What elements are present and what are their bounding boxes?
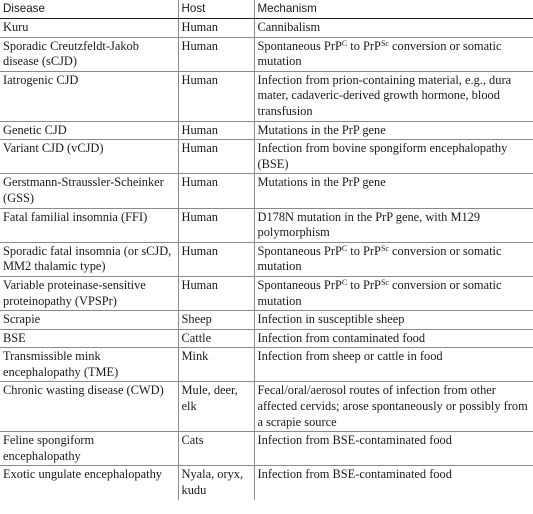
table-row (0, 242, 533, 276)
disease-cell: Variant CJD (vCJD) (0, 140, 178, 174)
mechanism-text: Infection from sheep or cattle in food (257, 349, 443, 364)
superscript-text: Sc (380, 244, 389, 254)
mechanism-text: Cannibalism (257, 20, 321, 34)
host-cell: Human (178, 242, 254, 276)
table-row (0, 19, 533, 38)
disease-cell: Gerstmann-Straussler-Scheinker (GSS) (0, 174, 178, 208)
host-cell: Cattle (178, 329, 254, 348)
disease-cell: Variable proteinase-sensitive proteinopathy (VPSPr) (0, 276, 178, 310)
host-cell: Mule, deer, elk (178, 382, 254, 432)
table-row (0, 329, 533, 348)
disease-cell: Sporadic Creutzfeldt-Jakob disease (sCJD) (0, 37, 178, 71)
mechanism-cell (254, 208, 533, 242)
mechanism-text: Mutations in the PrP gene (257, 175, 386, 190)
host-cell: Human (178, 71, 254, 121)
table-body (0, 19, 533, 500)
mechanism-cell (254, 174, 533, 208)
table-row (0, 276, 533, 310)
column-header-host: Host (178, 0, 254, 19)
table-row (0, 382, 533, 432)
disease-cell: Transmissible mink encephalopathy (TME) (0, 348, 178, 382)
column-header-disease: Disease (0, 0, 178, 19)
table-row (0, 311, 533, 330)
superscript-text: Sc (380, 278, 389, 288)
mechanism-cell (254, 466, 533, 500)
mechanism-text: Infection from prion-containing material, e.g., dura mater, cadaveric-derived growth hormone, blood transfusion (257, 72, 512, 118)
mechanism-text: Fecal/oral/aerosol routes of infection from other affected cervids; arose spontaneously or possibly from a scrapie source (257, 383, 528, 429)
table-row (0, 121, 533, 140)
disease-cell: Feline spongiform encephalopathy (0, 432, 178, 466)
mechanism-text: Infection from BSE-contaminated food (257, 467, 452, 482)
mechanism-cell (254, 71, 533, 121)
mechanism-cell (254, 19, 533, 38)
mechanism-text: to PrP (347, 243, 381, 258)
table-header (0, 0, 533, 19)
column-header-mechanism: Mechanism (254, 0, 533, 19)
mechanism-cell (254, 121, 533, 140)
superscript-text: C (341, 244, 348, 254)
host-cell: Human (178, 276, 254, 310)
disease-cell: Genetic CJD (0, 121, 178, 140)
mechanism-text: Spontaneous PrP (257, 277, 342, 292)
mechanism-text: Spontaneous PrP (257, 243, 342, 258)
mechanism-text: Mutations in the PrP gene (257, 122, 386, 137)
host-cell: Nyala, oryx, kudu (178, 466, 254, 500)
disease-cell: Exotic ungulate encephalopathy (0, 466, 178, 500)
mechanism-cell (254, 432, 533, 466)
table-row (0, 140, 533, 174)
mechanism-text: Spontaneous PrP (257, 38, 342, 53)
host-cell: Sheep (178, 311, 254, 330)
mechanism-cell (254, 276, 533, 310)
host-cell: Mink (178, 348, 254, 382)
mechanism-text: Infection from BSE-contaminated food (257, 433, 452, 448)
mechanism-text: D178N mutation in the PrP gene, with M129 polymorphism (257, 209, 481, 240)
host-cell: Human (178, 174, 254, 208)
mechanism-text: Infection from bovine spongiform encephalopathy (BSE) (257, 141, 508, 171)
table-row (0, 37, 533, 71)
superscript-text: Sc (380, 39, 389, 48)
mechanism-text: to PrP (347, 38, 381, 53)
mechanism-cell (254, 140, 533, 174)
table-row (0, 71, 533, 121)
mechanism-cell (254, 382, 533, 432)
mechanism-cell (254, 348, 533, 382)
table-header-row (0, 0, 533, 19)
table-row (0, 174, 533, 208)
mechanism-cell (254, 329, 533, 348)
mechanism-cell (254, 311, 533, 330)
mechanism-cell (254, 242, 533, 276)
disease-cell: Chronic wasting disease (CWD) (0, 382, 178, 432)
mechanism-cell (254, 37, 533, 71)
host-cell: Human (178, 208, 254, 242)
table-row (0, 208, 533, 242)
table-row (0, 466, 533, 500)
disease-cell: Scrapie (0, 311, 178, 330)
mechanism-text: Infection in susceptible sheep (257, 312, 405, 327)
mechanism-text: Infection from contaminated food (257, 330, 426, 345)
mechanism-text: conversion or somatic mutation (257, 38, 502, 69)
mechanism-text: conversion or somatic mutation (257, 277, 502, 308)
mechanism-text: to PrP (347, 277, 381, 292)
superscript-text: C (341, 39, 348, 48)
table-row (0, 432, 533, 466)
disease-cell: Sporadic fatal insomnia (or sCJD, MM2 thalamic type) (0, 242, 178, 276)
superscript-text: C (341, 278, 348, 288)
host-cell: Human (178, 19, 254, 38)
table-row (0, 348, 533, 382)
disease-cell: Kuru (0, 19, 178, 38)
disease-cell: BSE (0, 329, 178, 348)
host-cell: Human (178, 37, 254, 71)
host-cell: Human (178, 121, 254, 140)
host-cell: Cats (178, 432, 254, 466)
mechanism-text: conversion or somatic mutation (257, 243, 502, 274)
disease-cell: Iatrogenic CJD (0, 71, 178, 121)
host-cell: Human (178, 140, 254, 174)
disease-cell: Fatal familial insomnia (FFI) (0, 208, 178, 242)
